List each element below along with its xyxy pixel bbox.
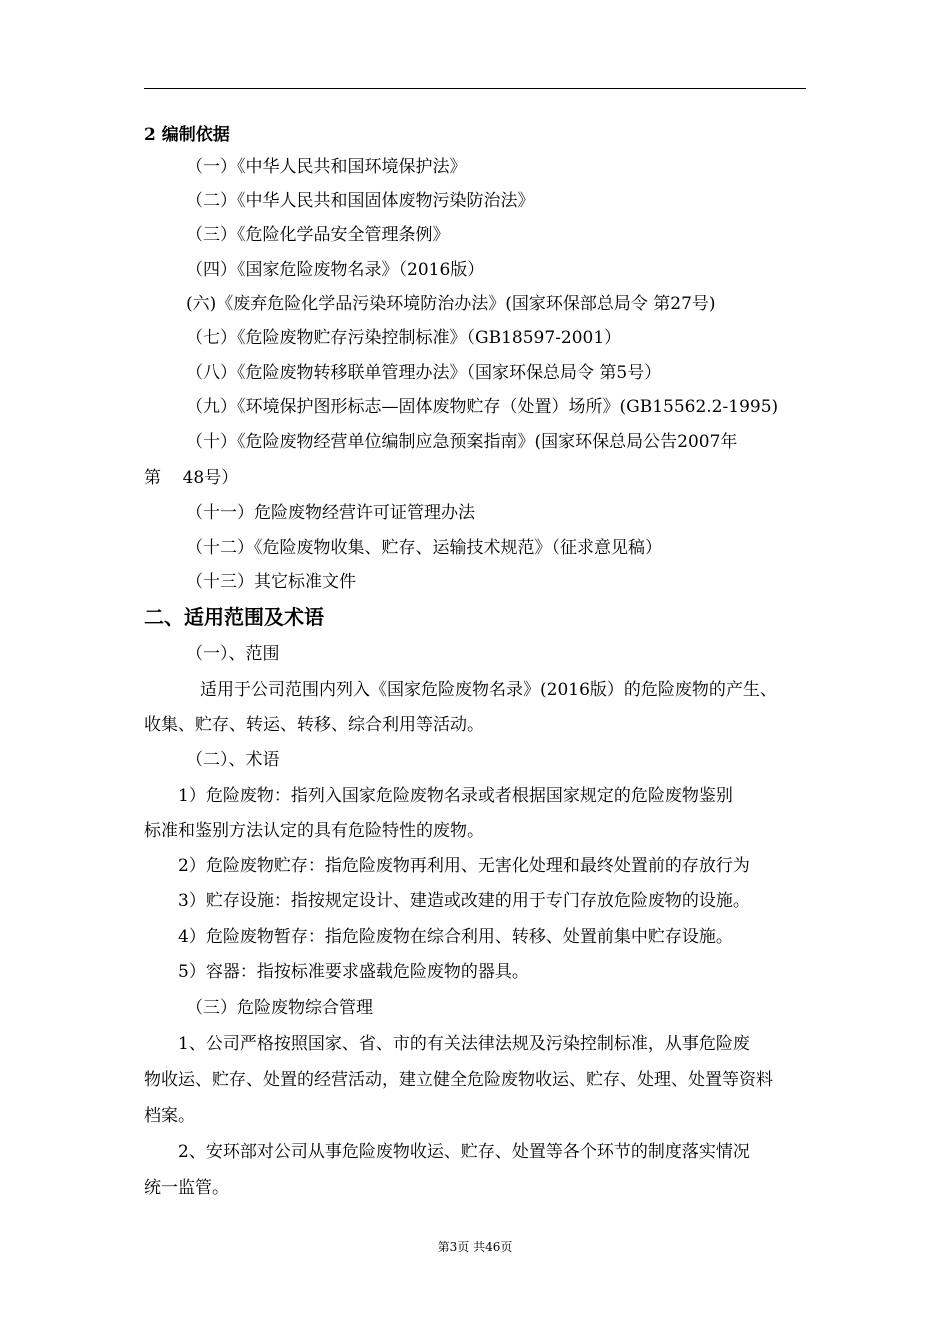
list-item: （四）《国家危险废物名录》（2016版） [186, 260, 485, 280]
paragraph-line: 适用于公司范围内列入《国家危险废物名录》(2016版）的危险废物的产生、 [200, 680, 777, 700]
paragraph-line: 收集、贮存、转运、转移、综合利用等活动。 [144, 715, 484, 735]
page-footer: 第3页 共46页 [437, 1240, 513, 1254]
term-item: 5）容器：指按标准要求盛载危险废物的器具。 [178, 962, 529, 982]
chapter-title: 二、适用范围及术语 [144, 605, 324, 629]
term-item: 4）危险废物暂存：指危险废物在综合利用、转移、处置前集中贮存设施。 [178, 927, 733, 947]
paragraph-line: 物收运、贮存、处置的经营活动，建立健全危险废物收运、贮存、处理、处置等资料 [144, 1070, 773, 1090]
paragraph-line: 档案。 [144, 1106, 195, 1126]
header-rule [144, 88, 806, 89]
list-item: （十二）《危险废物收集、贮存、运输技术规范》（征求意见稿） [186, 538, 662, 558]
paragraph-line: 统一监管。 [144, 1178, 229, 1198]
term-item-continuation: 标准和鉴别方法认定的具有危险特性的废物。 [144, 821, 484, 841]
list-item: （十）《危险废物经营单位编制应急预案指南》(国家环保总局公告2007年 [186, 432, 738, 452]
subsection-heading: （三）危险废物综合管理 [186, 998, 373, 1018]
paragraph-line: 2、安环部对公司从事危险废物收运、贮存、处置等各个环节的制度落实情况 [178, 1142, 750, 1162]
list-item: (六)《废弃危险化学品污染环境防治办法》(国家环保部总局令 第27号) [186, 294, 716, 314]
subsection-heading: （二）、术语 [186, 750, 280, 770]
term-item: 2）危险废物贮存：指危险废物再利用、无害化处理和最终处置前的存放行为 [178, 856, 750, 876]
list-item: （十三）其它标准文件 [186, 572, 356, 592]
term-item: 3）贮存设施：指按规定设计、建造或改建的用于专门存放危险废物的设施。 [178, 891, 750, 911]
list-item-continuation: 第 48号） [144, 468, 239, 488]
list-item: （九）《环境保护图形标志—固体废物贮存（处置）场所》(GB15562.2-1995) [186, 397, 779, 417]
subsection-heading: （一）、范围 [186, 644, 280, 664]
list-item: （十一）危险废物经营许可证管理办法 [186, 503, 475, 523]
list-item: （八）《危险废物转移联单管理办法》（国家环保总局令 第5号） [186, 363, 662, 383]
list-item: （三）《危险化学品安全管理条例》 [186, 225, 450, 245]
paragraph-line: 1、公司严格按照国家、省、市的有关法律法规及污染控制标准，从事危险废 [178, 1034, 750, 1054]
section-title: 2 编制依据 [144, 125, 230, 145]
term-item: 1）危险废物：指列入国家危险废物名录或者根据国家规定的危险废物鉴别 [178, 786, 733, 806]
list-item: （一）《中华人民共和国环境保护法》 [186, 157, 467, 177]
list-item: （七）《危险废物贮存污染控制标准》（GB18597-2001） [186, 328, 622, 348]
list-item: （二）《中华人民共和国固体废物污染防治法》 [186, 191, 535, 211]
